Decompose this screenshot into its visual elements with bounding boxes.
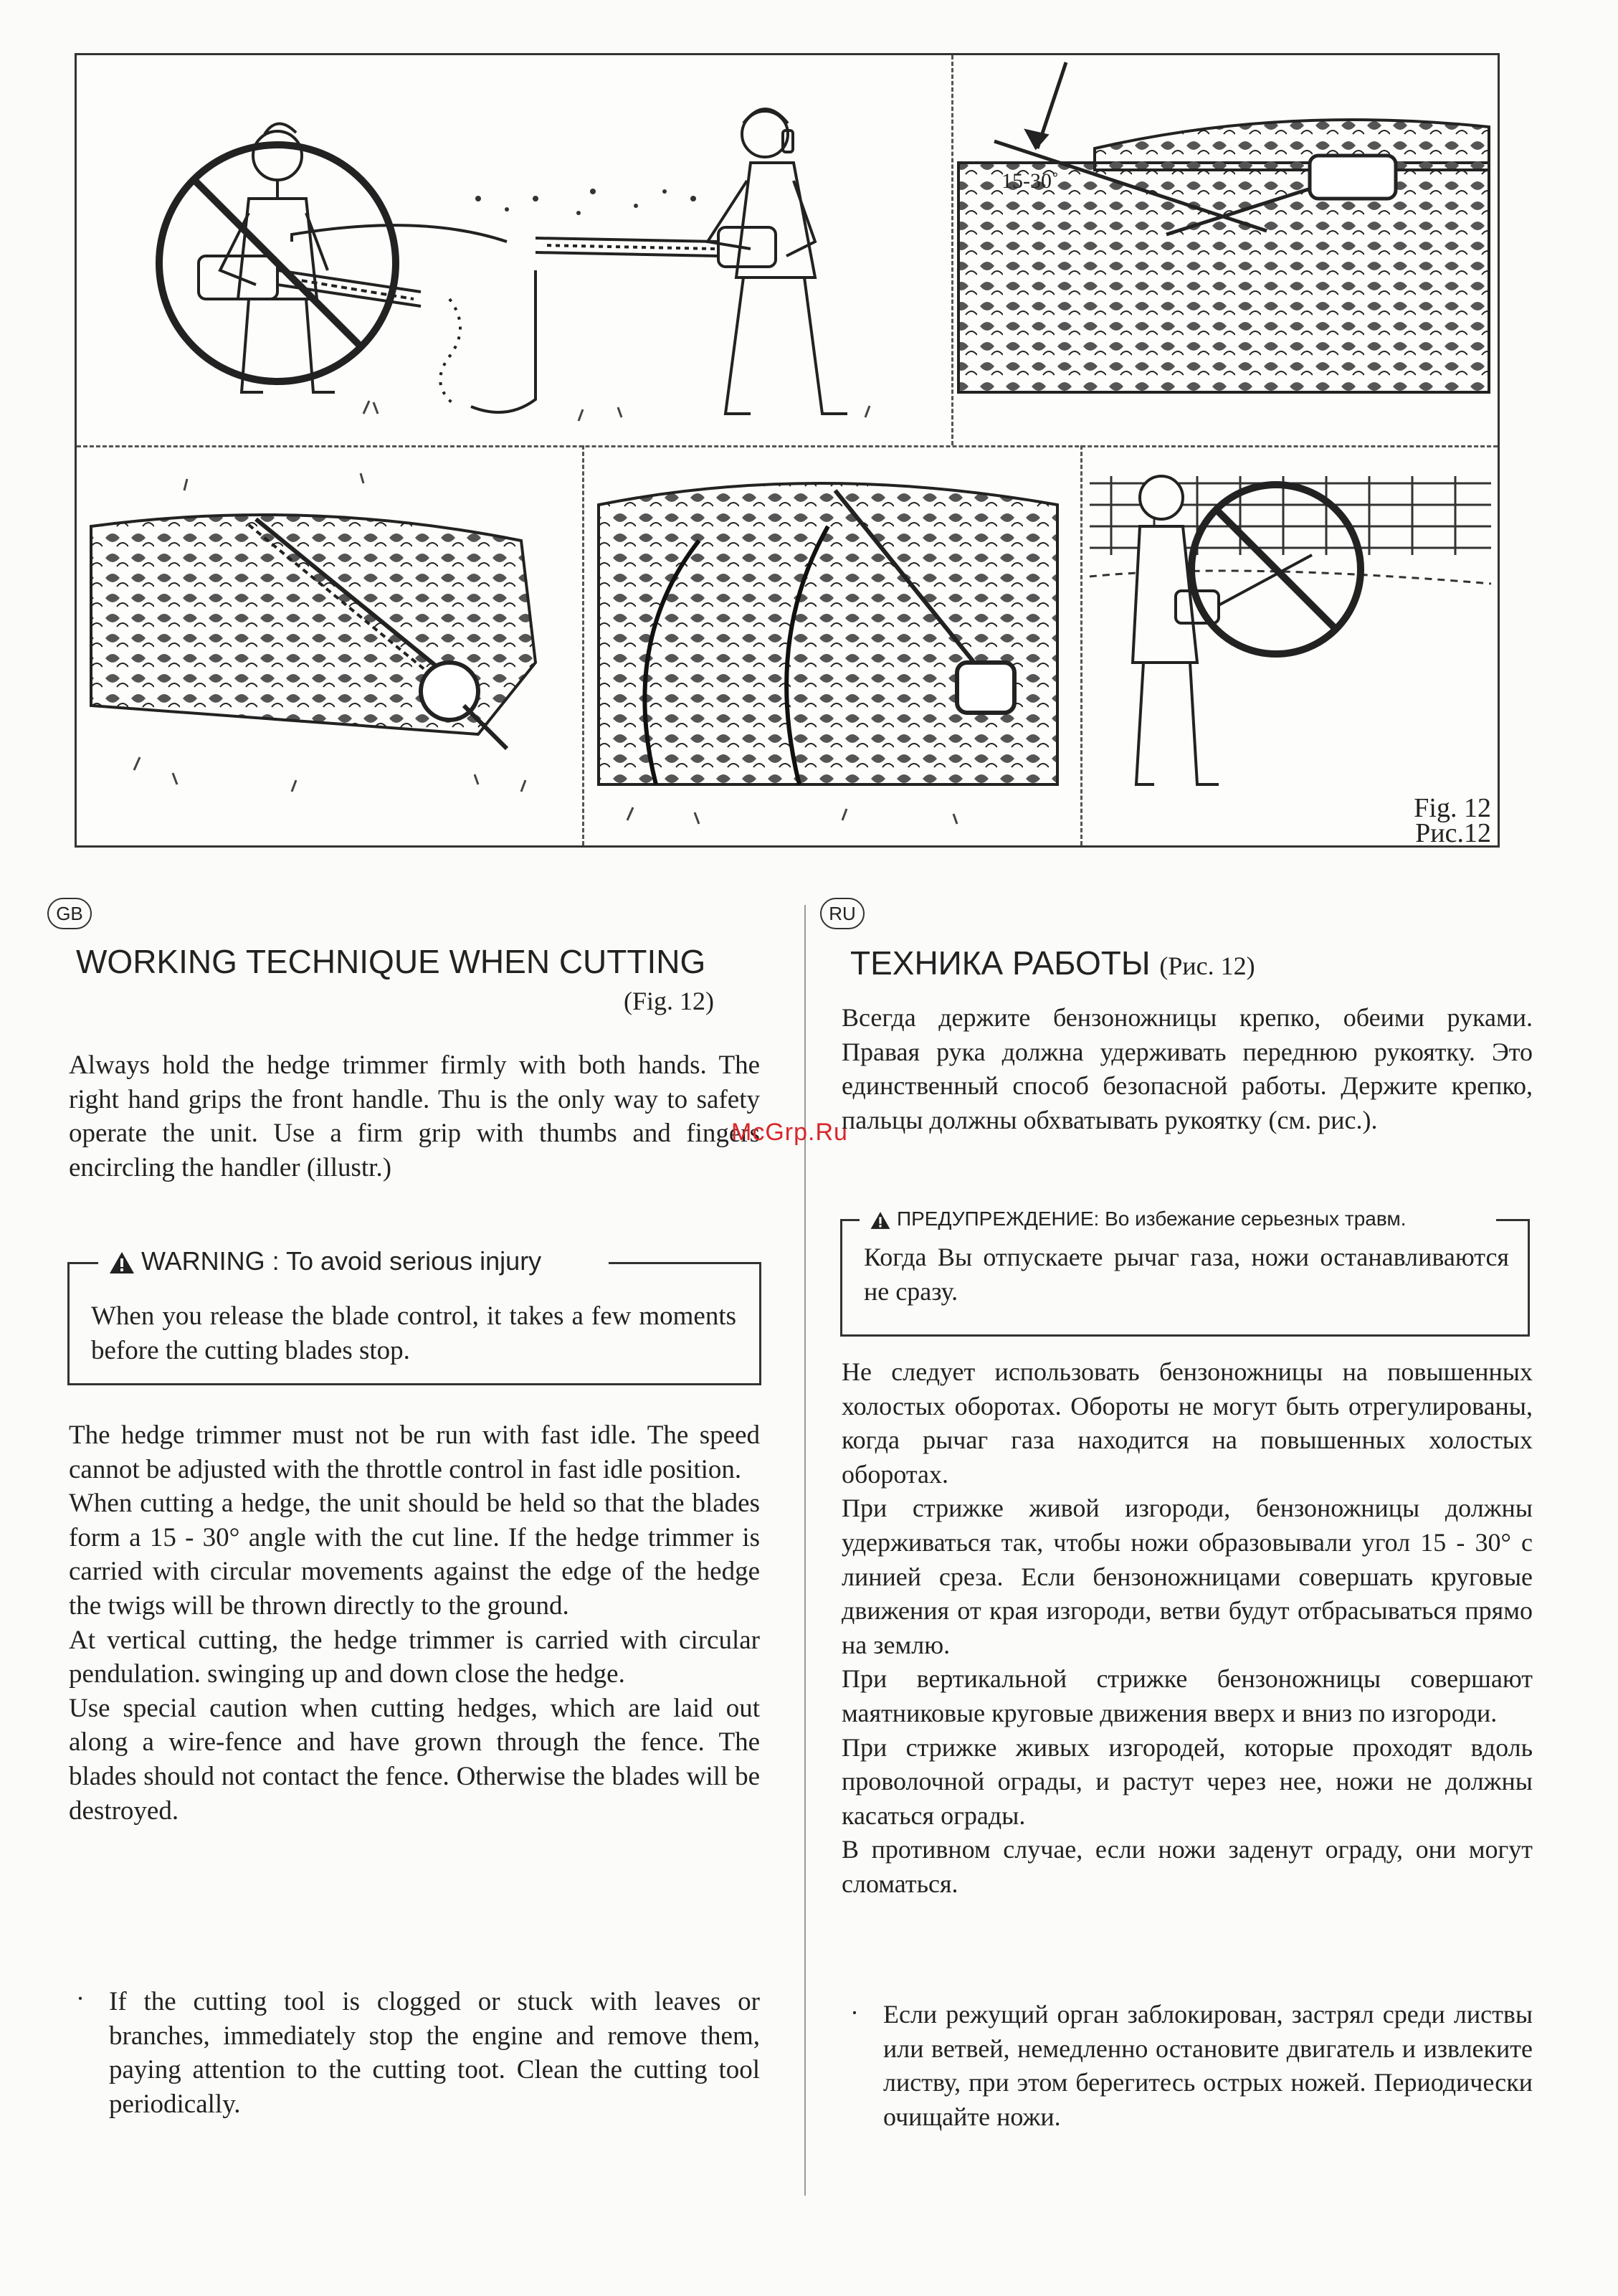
bullet-marker: · <box>76 1984 85 2013</box>
hedge-side-illustration <box>584 447 1080 845</box>
paragraph: The hedge trimmer must not be run with fast idle. The speed cannot be adjusted with the throttle control in fast idle position. <box>69 1420 760 1484</box>
section-title-text: WORKING TECHNIQUE WHEN CUTTING <box>76 943 706 980</box>
hedge-top-illustration <box>77 447 582 845</box>
panel-cutting-angle <box>951 55 1498 445</box>
panel-top-cut <box>77 447 582 845</box>
warning-title-text: WARNING : To avoid serious injury <box>141 1246 542 1276</box>
column-divider <box>804 905 806 2196</box>
paragraph: When cutting a hedge, the unit should be held so that the blades form a 15 - 30° angle with the cut line. If the hedge trimmer is carried with circular movements against the edge of the hedge the twigs will be thrown directly to the ground. <box>69 1489 760 1621</box>
warning-box-ru <box>840 1208 1530 1337</box>
language-badge-ru: RU <box>820 898 865 929</box>
section-title-text: ТЕХНИКА РАБОТЫ <box>850 944 1151 982</box>
warning-text-ru: Когда Вы отпускаете рычаг газа, ножи останавливаются не сразу. <box>864 1243 1509 1306</box>
warning-title-gb <box>101 1243 548 1279</box>
watermark: McGrp.Ru <box>731 1119 848 1146</box>
body-paragraphs-ru <box>842 1355 1533 1902</box>
hedge-angle-illustration <box>951 55 1498 445</box>
warning-box-gb <box>67 1246 761 1385</box>
panel-side-cut <box>584 447 1080 845</box>
intro-text: Всегда держите бензоножницы крепко, обеими руками. Правая рука должна удерживать переднюю рукоятку. Это единственный способ безопасной работы. Держите крепко, пальцы должны обхватывать рукоятку (см. рис.). <box>842 1003 1533 1134</box>
paragraph: Не следует использовать бензоножницы на повышенных холостых оборотах. Обороты не могут быть отрегулированы, когда рычаг газа находится на повышенных холостых оборотах. <box>842 1357 1533 1489</box>
paragraph: В противном случае, если ножи заденут ограду, они могут сломаться. <box>842 1835 1533 1898</box>
fig-caption-en: Fig. 12 <box>1414 793 1491 823</box>
section-title-ru <box>850 944 1255 982</box>
panel-fence <box>1082 447 1498 845</box>
warning-triangle-icon <box>108 1251 135 1275</box>
angle-label: 15-30˚ <box>1001 169 1059 193</box>
paragraph: При стрижке живых изгородей, которые проходят вдоль проволочной ограды, и растут через нее, ножи не должны касаться ограды. <box>842 1732 1533 1830</box>
intro-paragraph-gb <box>69 1048 760 1185</box>
paragraph: Use special caution when cutting hedges, which are laid out along a wire-fence and have grown through the fence. The blades should not contact the fence. Otherwise the blades will be destroyed. <box>69 1693 760 1826</box>
fence-illustration <box>1082 447 1498 845</box>
figure-reference-ru: (Рис. 12) <box>1159 952 1255 980</box>
panel-wrong-grip <box>77 55 951 445</box>
intro-text: Always hold the hedge trimmer firmly with both hands. The right hand grips the front handle. Thu is the only way to safety operate the unit. Use a firm grip with thumbs and fingers encircling the handler (illustr.) <box>69 1050 760 1182</box>
intro-paragraph-ru <box>842 1001 1533 1137</box>
warning-text-gb: When you release the blade control, it takes a few moments before the cutting blades stop. <box>91 1301 736 1365</box>
paragraph: При вертикальной стрижке бензоножницы совершают маятниковые круговые движения вверх и вниз по изгороди. <box>842 1664 1533 1727</box>
paragraph: At vertical cutting, the hedge trimmer is carried with circular pendulation. swinging up and down close the hedge. <box>69 1625 760 1689</box>
section-title-gb <box>76 942 705 981</box>
language-badge-gb: GB <box>47 898 92 929</box>
warning-title-text: ПРЕДУПРЕЖДЕНИЕ: Во избежание серьезных травм. <box>897 1208 1407 1230</box>
body-paragraphs-gb <box>69 1418 760 1828</box>
warning-title-ru <box>862 1205 1413 1233</box>
figure-reference-gb: (Fig. 12) <box>624 987 714 1015</box>
warning-triangle-icon <box>870 1210 891 1230</box>
hedge-trimmer-illustration <box>77 55 951 445</box>
figure-12 <box>75 53 1500 848</box>
bullet-text-gb: If the cutting tool is clogged or stuck with leaves or branches, immediately stop the engine and remove them, paying attention to the cutting toot. Clean the cutting tool periodically. <box>109 1987 760 2119</box>
bullet-text-ru: Если режущий орган заблокирован, застрял среди листвы или ветвей, немедленно остановите двигатель и извлеките листву, при этом берегитесь острых ножей. Периодически очищайте ножи. <box>883 2000 1533 2131</box>
bullet-marker: · <box>850 1998 859 2027</box>
paragraph: При стрижке живой изгороди, бензоножницы должны удерживаться так, чтобы ножи образовывали угол 15 - 30° с линией среза. Если бензоножницами совершать круговые движения от края изгороди, ветви будут отбрасываться прямо на землю. <box>842 1494 1533 1659</box>
fig-caption-ru: Рис.12 <box>1415 818 1491 845</box>
